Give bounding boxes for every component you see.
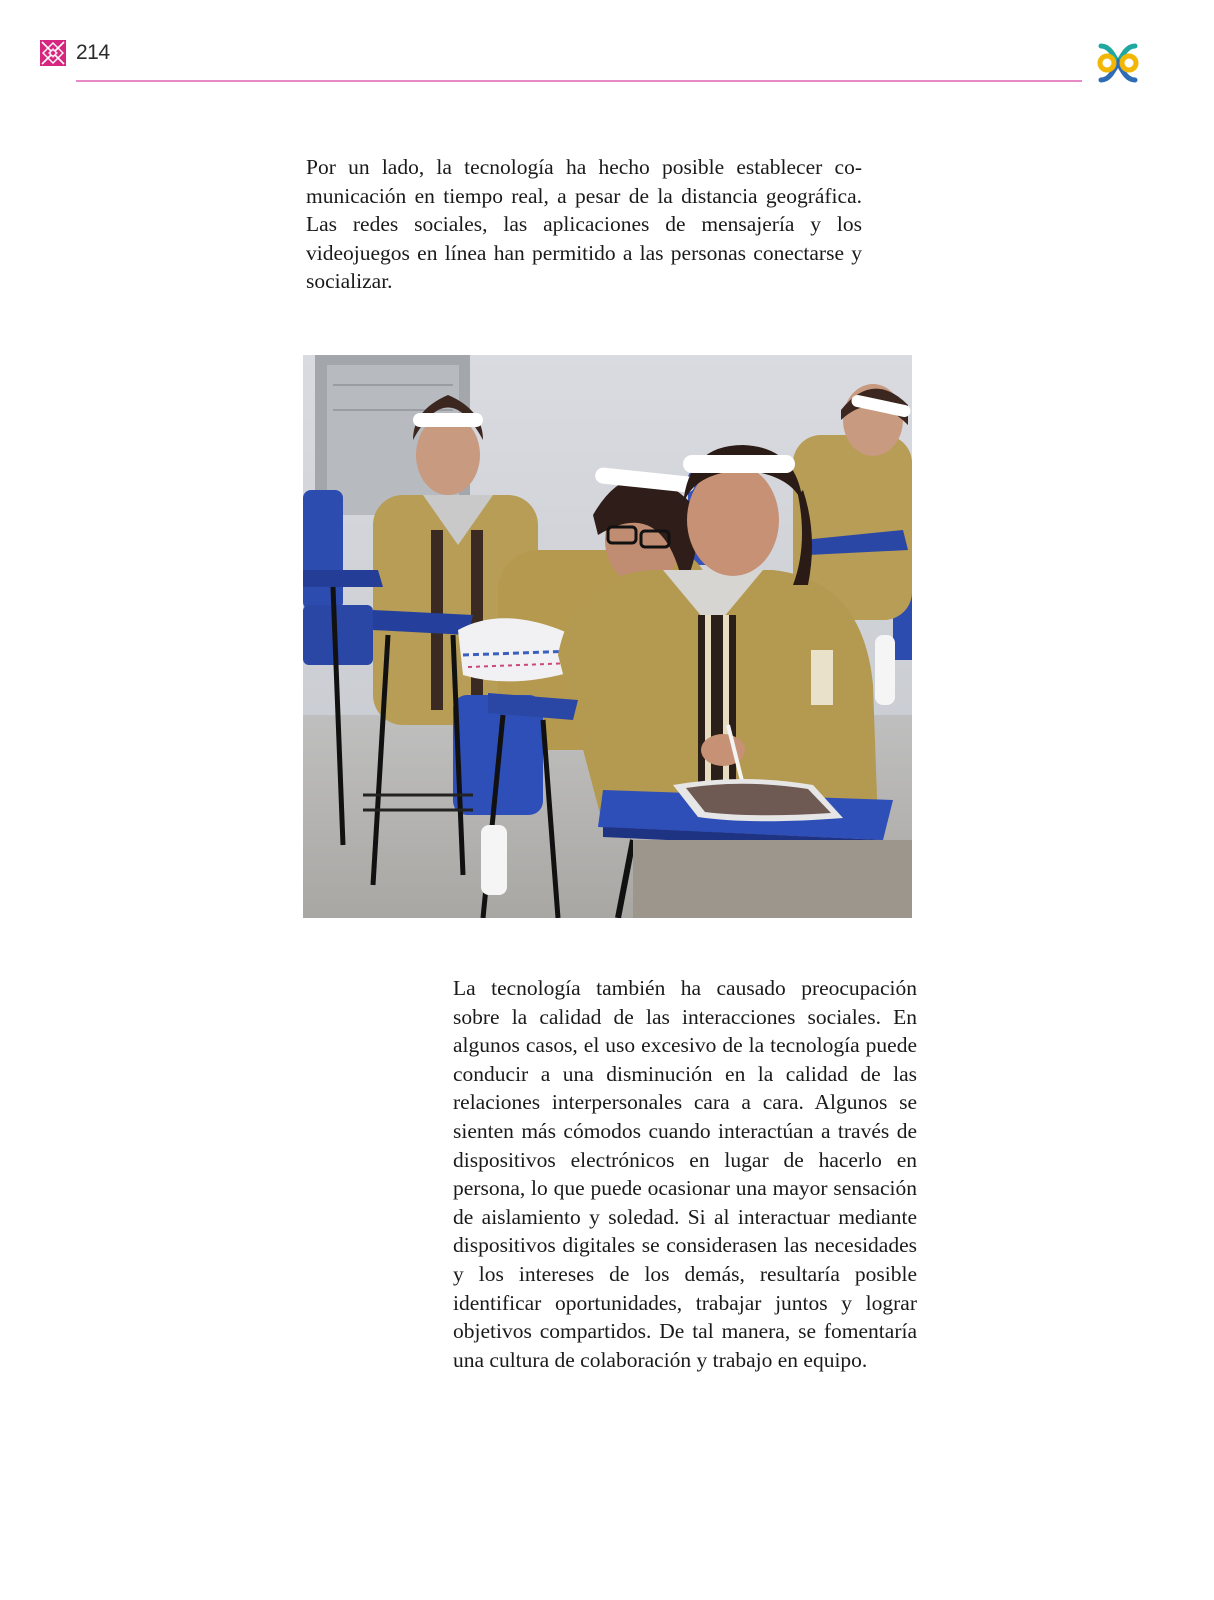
series-logo-icon bbox=[1095, 40, 1141, 86]
classroom-photo bbox=[303, 355, 912, 918]
header-divider bbox=[76, 80, 1082, 82]
chapter-emblem-icon bbox=[40, 40, 66, 66]
page-number: 214 bbox=[76, 41, 110, 64]
body-paragraph-2: La tecnología también ha causado preocupación sobre la calidad de las interacciones sociales. En algunos casos, el uso excesivo de la tecnología puede conducir a una disminución en la calidad de las relaciones interpersonales cara a cara. Algunos se sienten más cómodos cuando interactúan a través de dispositivos electrónicos en lugar de hacerlo en persona, lo que puede ocasionar una mayor sensación de aislamiento y soledad. Si al interactuar mediante dispositivos digitales se considerasen las necesidades y los intereses de los demás, resultaría posible identificar oportunidades, trabajar juntos y lograr objetivos compartidos. De tal manera, se fomentaría una cultura de colaboración y trabajo en equipo. bbox=[453, 976, 917, 1372]
body-paragraph-1: Por un lado, la tecnología ha hecho posible establecer comunicación en tiempo real, a pesar de la distancia geográfica. Las redes sociales, las aplicaciones de mensajería y los videojuegos en línea han permitido a las personas conectarse y socializar. bbox=[306, 155, 862, 294]
